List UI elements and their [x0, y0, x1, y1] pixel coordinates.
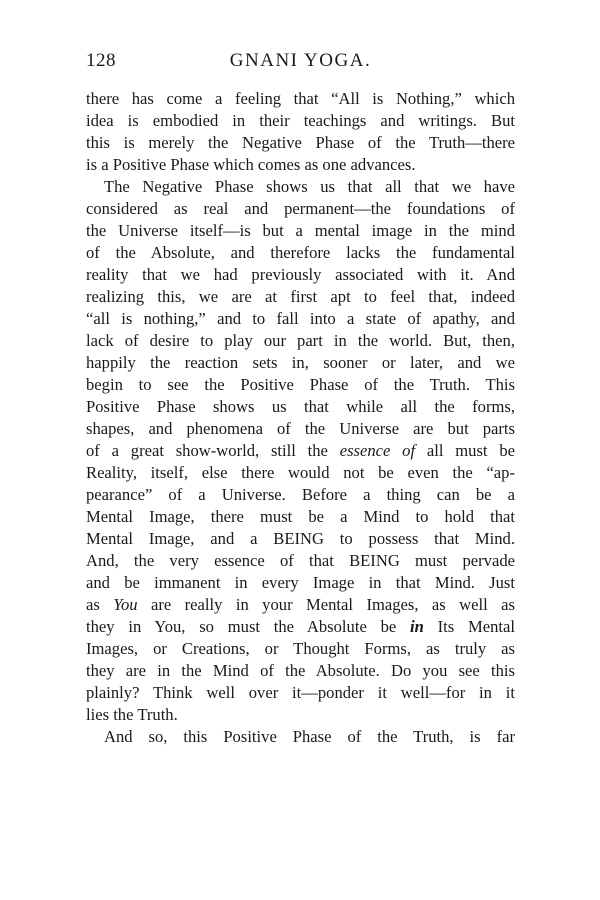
text-segment: they in You, so must the Absolute be — [86, 617, 397, 636]
text-segment: all must be — [426, 441, 515, 460]
page-header — [86, 50, 515, 76]
text-line: The Negative Phase shows us that all that we have — [104, 177, 515, 196]
text-line: considered as real and permanent—the foundations of — [86, 199, 515, 218]
text-segment: as — [86, 595, 100, 614]
text-line: plainly? Think well over it—ponder it well—for in it — [86, 683, 515, 702]
text-line: shapes, and phenomena of the Universe are but parts — [86, 419, 515, 438]
text-line: of the Absolute, and therefore lacks the fundamental — [86, 243, 515, 262]
body-text — [86, 88, 515, 748]
text-line: begin to see the Positive Phase of the Truth. This — [86, 375, 515, 394]
text-line: Mental Image, and a BEING to possess that Mind. — [86, 529, 515, 548]
text-line: the Universe itself—is but a mental image in the mind — [86, 221, 515, 240]
text-line: reality that we had previously associated with it. And — [86, 265, 515, 284]
text-line: Positive Phase shows us that while all the forms, — [86, 397, 515, 416]
text-line: realizing this, we are at first apt to feel that, indeed — [86, 287, 515, 306]
page-number: 128 — [86, 50, 116, 71]
text-line: “all is nothing,” and to fall into a state of apathy, and — [86, 309, 515, 328]
text-line: there has come a feeling that “All is Nothing,” which — [86, 89, 515, 108]
text-line: pearance” of a Universe. Before a thing can be a — [86, 485, 515, 504]
text-line: And, the very essence of that BEING must pervade — [86, 551, 515, 570]
emphasis-in: in — [410, 617, 424, 636]
text-line — [86, 616, 515, 638]
text-line — [86, 594, 515, 616]
text-line: Images, or Creations, or Thought Forms, as truly as — [86, 639, 515, 658]
text-line: this is merely the Negative Phase of the Truth—there — [86, 133, 515, 152]
text-line: they are in the Mind of the Absolute. Do you see this — [86, 661, 515, 680]
text-line: Reality, itself, else there would not be even the “ap- — [86, 463, 515, 482]
text-segment: Its Mental — [437, 617, 515, 636]
text-line: happily the reaction sets in, sooner or later, and we — [86, 353, 515, 372]
text-line — [86, 440, 515, 462]
text-line: and be immanent in every Image in that Mind. Just — [86, 573, 515, 592]
emphasis-you: You — [113, 595, 138, 614]
text-segment: are really in your Mental Images, as well as — [150, 595, 515, 614]
text-line: Mental Image, there must be a Mind to hold that — [86, 507, 515, 526]
text-segment: of a great show-world, still the — [86, 441, 328, 460]
running-title: GNANI YOGA. — [229, 50, 372, 71]
text-line: And so, this Positive Phase of the Truth, is far — [104, 727, 515, 746]
text-line: is a Positive Phase which comes as one advances. — [86, 155, 416, 174]
emphasis-essence: essence of — [339, 441, 416, 460]
text-line: lack of desire to play our part in the world. But, then, — [86, 331, 515, 350]
text-line: lies the Truth. — [86, 705, 178, 724]
text-line: idea is embodied in their teachings and writings. But — [86, 111, 515, 130]
